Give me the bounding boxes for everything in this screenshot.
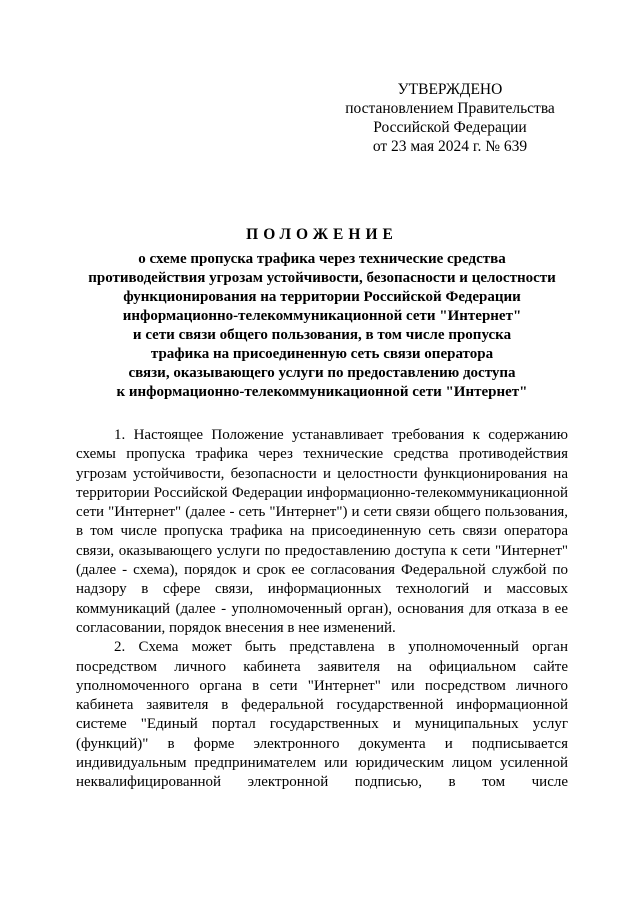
document-body	[76, 426, 568, 793]
subtitle-line: информационно-телекоммуникационной сети "Интернет"	[122, 308, 522, 324]
approval-line: Российской Федерации	[373, 119, 527, 136]
subtitle-line: и сети связи общего пользования, в том числе пропуска	[132, 327, 512, 343]
approval-heading: УТВЕРЖДЕНО	[397, 81, 503, 98]
subtitle-line: противодействия угрозам устойчивости, безопасности и целостности	[88, 270, 556, 286]
document-subtitle	[76, 250, 568, 402]
subtitle-line: к информационно-телекоммуникационной сети "Интернет"	[116, 384, 528, 400]
paragraph-1: 1. Настоящее Положение устанавливает требования к содержанию схемы пропуска трафика через технические средства противодействия угрозам устойчивости, безопасности и целостности функционирования на территории Российской Федерации информационно-телекоммуникационной сети "Интернет" (далее - сеть "Интернет") и сети связи общего пользования, в том числе пропуска трафика на присоединенную сеть связи оператора связи, оказывающего услуги по предоставлению доступа к сети "Интернет" (далее - схема), порядок и срок ее согласования Федеральной службой по надзору в сфере связи, информационных технологий и массовых коммуникаций (далее - уполномоченный орган), основания для отказа в ее согласовании, порядок внесения в нее изменений.	[76, 427, 568, 636]
subtitle-line: связи, оказывающего услуги по предоставлению доступа	[128, 365, 516, 381]
subtitle-line: о схеме пропуска трафика через технические средства	[138, 251, 506, 267]
document-title: ПОЛОЖЕНИЕ	[246, 226, 398, 243]
approval-line: постановлением Правительства	[345, 100, 555, 117]
paragraph-2: 2. Схема может быть представлена в уполномоченный орган посредством личного кабинета заявителя на официальном сайте уполномоченного органа в сети "Интернет" или посредством личного кабинета заявителя в федеральной государственной информационной системе "Единый портал государственных и муниципальных услуг (функций)" в форме электронного документа и подписывается индивидуальным предпринимателем или юридическим лицом усиленной неквалифицированной электронной подписью, в том числе	[76, 639, 568, 791]
subtitle-line: трафика на присоединенную сеть связи оператора	[150, 346, 494, 362]
approval-line: от 23 мая 2024 г. № 639	[372, 138, 528, 155]
subtitle-line: функционирования на территории Российской Федерации	[123, 289, 521, 305]
approval-stamp	[330, 80, 570, 156]
